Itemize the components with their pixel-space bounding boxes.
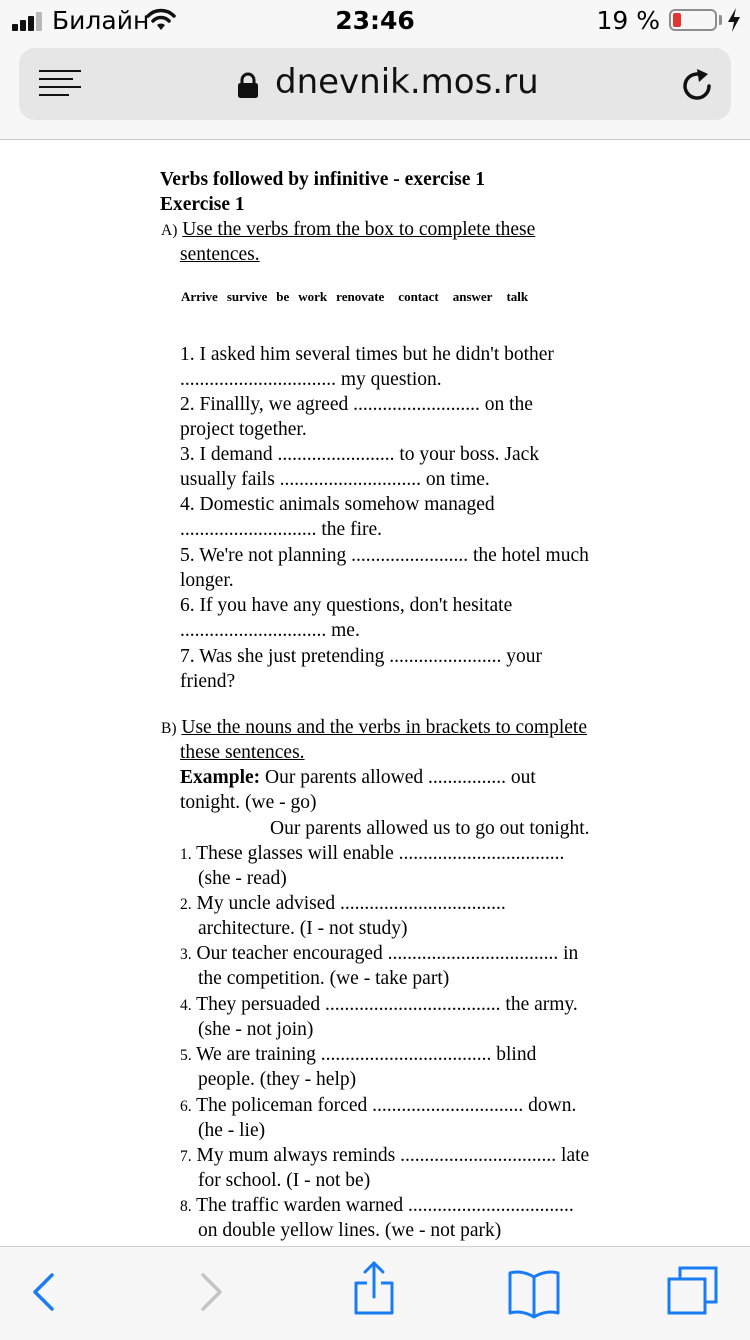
exercise-b-item: [180, 1042, 536, 1068]
exercise-heading: Exercise 1: [160, 194, 245, 215]
item-number: 2.: [180, 896, 192, 913]
tabs-button[interactable]: [658, 1247, 728, 1335]
example-text: Our parents allowed ................ out: [260, 767, 536, 788]
bookmarks-button[interactable]: [499, 1247, 569, 1335]
exercise-b-item-cont: the competition. (we - take part): [198, 968, 450, 989]
exercise-a-line: ................................ my question.: [180, 369, 442, 390]
battery-tip: [719, 15, 722, 25]
item-number: 1.: [180, 846, 192, 863]
exercise-b-item: [180, 1143, 589, 1169]
part-a-instruction-text: Use the verbs from the box to complete these: [182, 219, 536, 240]
item-number: 3.: [180, 946, 192, 963]
verb-word: renovate: [336, 289, 385, 304]
item-number: 8.: [180, 1198, 192, 1215]
verb-word: talk: [506, 289, 529, 304]
status-bar: [0, 0, 750, 40]
exercise-a-line: .............................. me.: [180, 620, 360, 641]
tabs-icon: [658, 1247, 728, 1335]
exercise-a-line: ............................ the fire.: [180, 519, 383, 540]
verb-word: survive: [226, 289, 268, 304]
item-text: My uncle advised ..................................: [196, 893, 506, 914]
exercise-b-item: [180, 1193, 574, 1219]
exercise-b-item: [180, 891, 506, 917]
battery-level: [673, 13, 681, 27]
item-number: 5.: [180, 1047, 192, 1064]
exercise-a-line: 3. I demand ........................ to your boss. Jack: [180, 444, 540, 465]
clock: 23:46: [335, 6, 415, 35]
verb-word: be: [276, 289, 290, 304]
item-number: 6.: [180, 1098, 192, 1115]
exercise-b-item-cont: for school. (I - not be): [198, 1170, 371, 1191]
exercise-b-item: [180, 1093, 576, 1119]
example-line-cont: tonight. (we - go): [180, 792, 317, 813]
item-text: They persuaded .................................... the army.: [196, 994, 578, 1015]
part-a-instruction-cont: sentences.: [180, 244, 260, 265]
address-bar[interactable]: [19, 48, 731, 120]
exercise-b-item: [180, 841, 564, 867]
exercise-b-item-cont: (he - lie): [198, 1120, 266, 1141]
exercise-b-item-cont: on double yellow lines. (we - not park): [198, 1220, 502, 1241]
example-line: [180, 765, 536, 790]
item-text: My mum always reminds ................................ late: [196, 1145, 590, 1166]
forward-button[interactable]: [176, 1247, 246, 1335]
item-text: The policeman forced ............................... down.: [196, 1095, 577, 1116]
reader-menu-icon[interactable]: [39, 70, 81, 98]
verb-box: [181, 289, 537, 305]
exercise-a-line: 1. I asked him several times but he didn't bother: [180, 344, 554, 365]
verb-word: work: [298, 289, 328, 304]
bookmarks-icon: [499, 1247, 569, 1335]
example-label: Example:: [180, 767, 261, 788]
exercise-b-item-cont: people. (they - help): [198, 1069, 357, 1090]
battery-percent: 19 %: [596, 6, 660, 35]
part-b-instruction-text: Use the nouns and the verbs in brackets to complete: [181, 717, 587, 738]
exercise-a-line: friend?: [180, 671, 236, 692]
reload-icon[interactable]: [679, 68, 715, 104]
part-b-label: B): [161, 720, 177, 737]
exercise-a-line: 4. Domestic animals somehow managed: [180, 494, 495, 515]
exercise-b-item: [180, 992, 578, 1018]
exercise-b-item-cont: (she - read): [198, 868, 287, 889]
battery-icon: [669, 9, 717, 31]
exercise-a-line: 5. We're not planning ........................ the hotel much: [180, 545, 589, 566]
part-a-instruction: [161, 217, 535, 243]
part-a-label: A): [161, 222, 178, 239]
carrier-name: Билайн: [52, 6, 150, 35]
verb-word: answer: [452, 289, 493, 304]
share-button[interactable]: [340, 1247, 410, 1335]
verb-word: Arrive: [181, 289, 218, 304]
item-number: 7.: [180, 1148, 192, 1165]
exercise-a-line: usually fails ............................. on time.: [180, 469, 490, 490]
lock-icon: [237, 72, 259, 98]
charging-bolt-icon: [726, 7, 742, 33]
item-text: These glasses will enable ..................................: [196, 843, 565, 864]
exercise-a-line: project together.: [180, 419, 307, 440]
part-b-instruction-cont: these sentences.: [180, 742, 305, 763]
exercise-a-line: 7. Was she just pretending ....................... your: [180, 646, 543, 667]
part-b-instruction: [161, 715, 587, 741]
example-answer: Our parents allowed us to go out tonight.: [270, 818, 590, 839]
item-text: We are training ................................... blind: [196, 1044, 537, 1065]
exercise-a-line: longer.: [180, 570, 234, 591]
exercise-a-line: 6. If you have any questions, don't hesitate: [180, 595, 513, 616]
exercise-a-line: 2. Finallly, we agreed .......................... on the: [180, 394, 533, 415]
back-button[interactable]: [8, 1247, 78, 1335]
web-content[interactable]: [0, 140, 750, 1246]
worksheet-title: Verbs followed by infinitive - exercise 1: [160, 169, 485, 190]
share-icon: [340, 1247, 410, 1335]
back-icon: [8, 1247, 78, 1335]
item-number: 4.: [180, 997, 192, 1014]
url-text[interactable]: dnevnik.mos.ru: [275, 62, 539, 102]
exercise-b-item-cont: architecture. (I - not study): [198, 918, 408, 939]
item-text: Our teacher encouraged ................................... in: [196, 943, 579, 964]
exercise-b-item-cont: (she - not join): [198, 1019, 314, 1040]
forward-icon: [176, 1247, 246, 1335]
item-text: The traffic warden warned ..................................: [196, 1195, 574, 1216]
browser-toolbar: [0, 1246, 750, 1335]
exercise-b-item: [180, 941, 578, 967]
verb-word: contact: [398, 289, 439, 304]
